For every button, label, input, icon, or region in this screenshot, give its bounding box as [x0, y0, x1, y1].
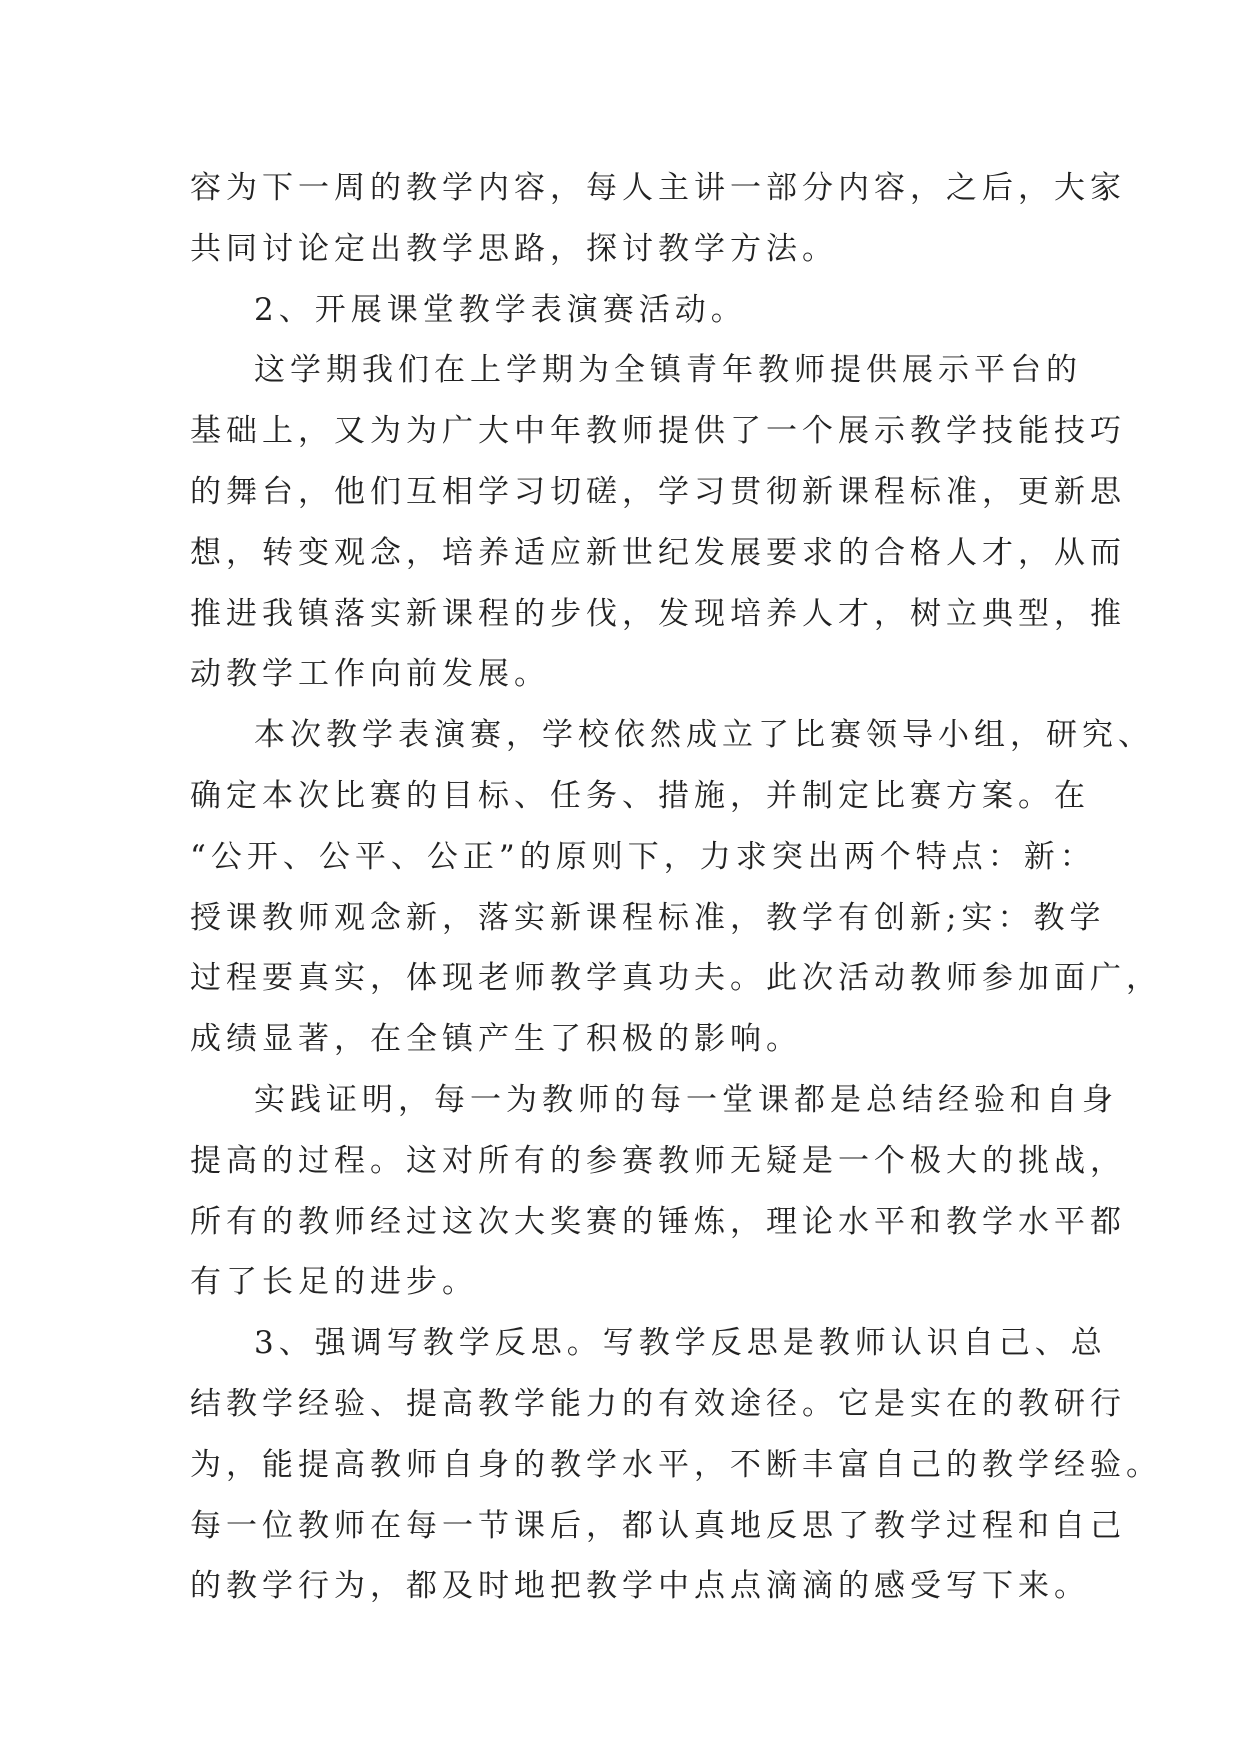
text-line: 的教学行为，都及时地把教学中点点滴滴的感受写下来。 — [190, 1568, 1090, 1605]
text-line: 共同讨论定出教学思路，探讨教学方法。 — [190, 230, 838, 267]
text-line: 动教学工作向前发展。 — [190, 656, 550, 693]
text-line: 每一位教师在每一节课后，都认真地反思了教学过程和自己 — [190, 1507, 1126, 1544]
section-heading: 2、开展课堂教学表演赛活动。 — [254, 291, 747, 328]
text-line: 推进我镇落实新课程的步伐，发现培养人才，树立典型，推 — [190, 595, 1126, 632]
text-line: 为，能提高教师自身的教学水平，不断丰富自己的教学经验。 — [190, 1446, 1162, 1483]
text-line: 本次教学表演赛，学校依然成立了比赛领导小组，研究、 — [254, 717, 1154, 754]
text-line: 有了长足的进步。 — [190, 1264, 478, 1301]
text-line: 过程要真实，体现老师教学真功夫。此次活动教师参加面广， — [190, 960, 1162, 997]
text-line: 实践证明，每一为教师的每一堂课都是总结经验和自身 — [254, 1081, 1118, 1118]
text-line: 基础上，又为为广大中年教师提供了一个展示教学技能技巧 — [190, 413, 1126, 450]
text-line: 授课教师观念新，落实新课程标准，教学有创新;实：教学 — [190, 899, 1106, 936]
text-line: 所有的教师经过这次大奖赛的锤炼，理论水平和教学水平都 — [190, 1203, 1126, 1240]
document-body — [190, 158, 1162, 1617]
text-line: 这学期我们在上学期为全镇青年教师提供展示平台的 — [254, 352, 1082, 389]
text-line: 的舞台，他们互相学习切磋，学习贯彻新课程标准，更新思 — [190, 473, 1126, 510]
text-line: 确定本次比赛的目标、任务、措施，并制定比赛方案。在 — [190, 777, 1090, 814]
text-line: 结教学经验、提高教学能力的有效途径。它是实在的教研行 — [190, 1385, 1126, 1422]
text-line: “公开、公平、公正”的原则下，力求突出两个特点：新： — [190, 838, 1096, 875]
text-line: 想，转变观念，培养适应新世纪发展要求的合格人才，从而 — [190, 534, 1126, 571]
text-line: 成绩显著，在全镇产生了积极的影响。 — [190, 1021, 802, 1058]
text-line: 容为下一周的教学内容，每人主讲一部分内容，之后，大家 — [190, 170, 1126, 206]
section-heading: 3、强调写教学反思。写教学反思是教师认识自己、总 — [254, 1325, 1107, 1362]
text-line: 提高的过程。这对所有的参赛教师无疑是一个极大的挑战， — [190, 1142, 1126, 1179]
